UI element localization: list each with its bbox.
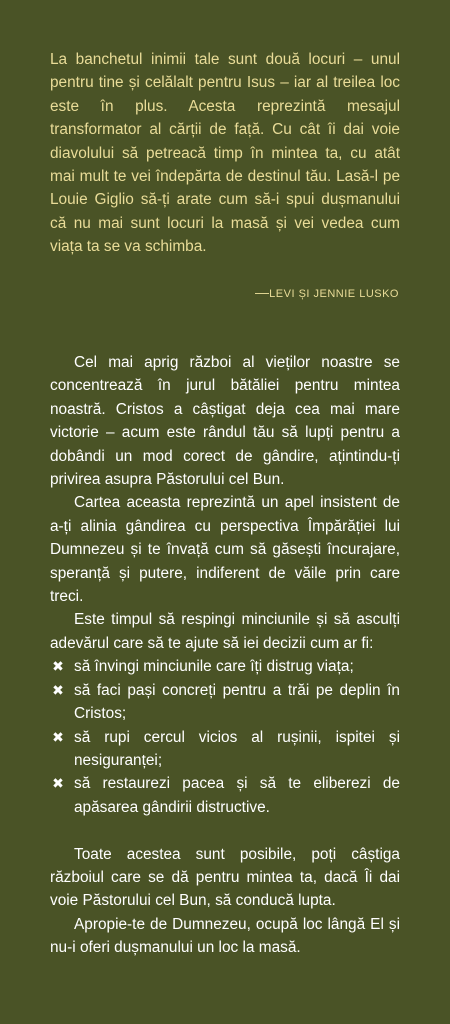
- bullet-list: [50, 655, 400, 819]
- list-item-text: să învingi minciunile care îți distrug viața;: [74, 658, 354, 676]
- list-item-text: să rupi cercul vicios al rușinii, ispitei și nesiguranței;: [74, 728, 400, 769]
- cross-icon: ✖: [52, 681, 64, 698]
- paragraph-2: Cartea aceasta reprezintă un apel insistent de a-ți alinia gândirea cu perspectiva Împărăției lui Dumnezeu și te învață cum să găsești încurajare, speranță și putere, indiferent de văile prin care treci.: [50, 494, 400, 606]
- paragraph-3: Este timpul să respingi minciunile și să asculți adevărul care să te ajute să iei decizii cum ar fi:: [50, 611, 400, 652]
- list-item: [50, 772, 400, 819]
- attribution-dash: —: [254, 284, 270, 300]
- list-item-text: să faci pași concreți pentru a trăi pe deplin în Cristos;: [74, 681, 400, 723]
- paragraph-5: Apropie-te de Dumnezeu, ocupă loc lângă El și nu-i oferi dușmanului un loc la masă.: [50, 915, 400, 957]
- list-item: [50, 679, 400, 726]
- list-item-text: să restaurezi pacea și să te eliberezi de apăsarea gândirii distructive.: [74, 775, 400, 816]
- cross-icon: ✖: [52, 658, 64, 675]
- cross-icon: ✖: [52, 728, 64, 745]
- paragraph-1: Cel mai aprig război al vieților noastre se concentrează în jurul bătăliei pentru mintea noastră. Cristos a câștigat deja cea mai mare victorie – acum este rândul tău să lupți pentru a dobândi un mod corect de gândire, ațintindu-ți privirea asupra Păstorului cel Bun.: [50, 354, 400, 489]
- quote-text: La banchetul inimii tale sunt două locuri – unul pentru tine și celălalt pentru Isus – iar al treilea loc este în plus. Acesta reprezintă mesajul transformator al cărții de față. Cu cât îi dai voie diavolului să petreacă timp în mintea ta, cu atât mai mult te vei îndepărta de destinul tău. Lasă-l pe Louie Giglio să-ți arate cum să-i spui dușmanului că nu mai sunt locuri la masă și vei vedea cum viața ta se va schimba.: [50, 51, 400, 256]
- quote-attribution: [255, 284, 399, 300]
- back-cover-description: [50, 351, 400, 960]
- attribution-names: LEVI ȘI JENNIE LUSKO: [269, 288, 399, 300]
- endorsement-quote: [50, 48, 400, 259]
- cross-icon: ✖: [52, 775, 64, 792]
- paragraph-4: Toate acestea sunt posibile, poți câștiga războiul care se dă pentru mintea ta, dacă Îi dai voie Păstorului cel Bun, să conducă lupta.: [50, 845, 400, 910]
- list-item: [50, 726, 400, 773]
- list-item: [50, 655, 400, 678]
